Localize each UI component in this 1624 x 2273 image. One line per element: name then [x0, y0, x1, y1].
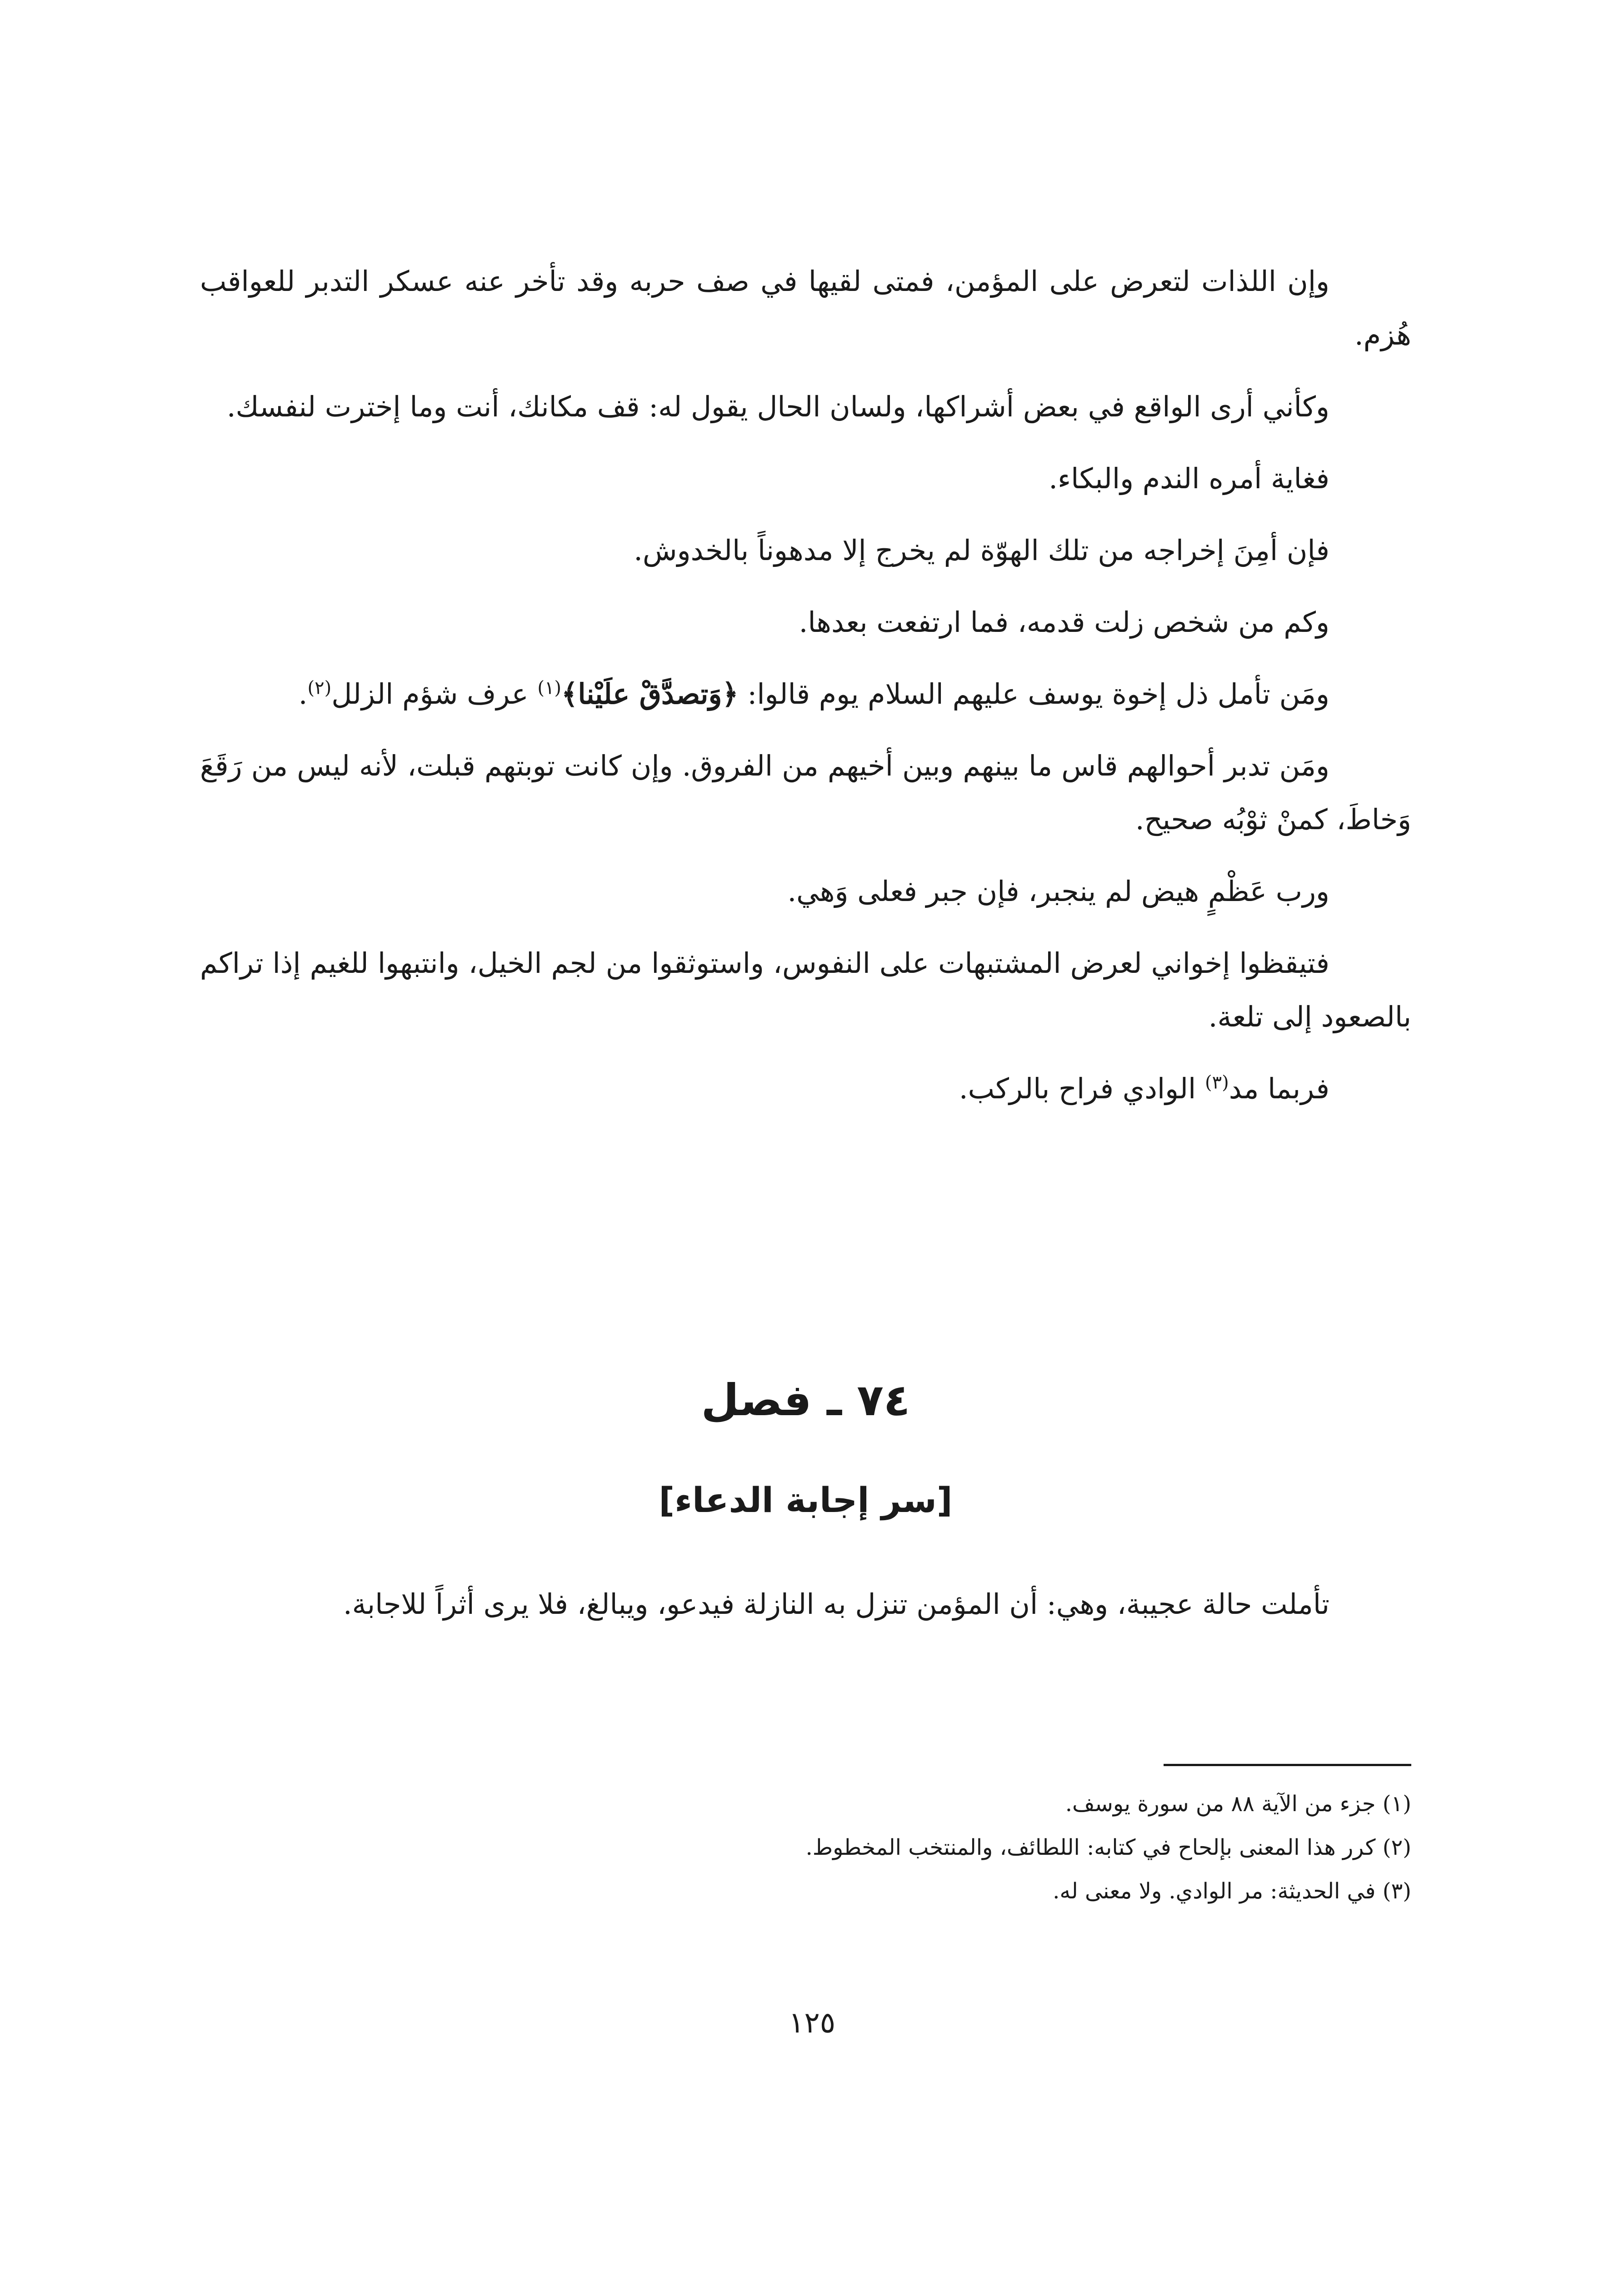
paragraph-9-text: فتيقظوا إخواني لعرض المشتبهات على النفوس، واستوثقوا من لجم الخيل، وانتبهوا للغيم إذا تراكم بالصعود إلى تلعة. — [200, 946, 1411, 1033]
paragraph-1 — [200, 255, 1411, 362]
paragraph-9 — [200, 936, 1411, 1044]
paragraph-11 — [200, 1577, 1411, 1631]
paragraph-3-text: فغاية أمره الندم والبكاء. — [1049, 462, 1329, 495]
paragraph-10-text: فربما مد — [1229, 1072, 1329, 1105]
footnote-ref-2: (٢) — [307, 677, 332, 699]
paragraph-8 — [200, 865, 1411, 918]
paragraph-1-text: وإن اللذات لتعرض على المؤمن، فمتى لقيها في صف حربه وقد تأخر عنه عسكر التدبر للعواقب هُزم. — [200, 265, 1411, 351]
paragraph-6-text: ومَن تأمل ذل إخوة يوسف عليهم السلام يوم قالوا: — [738, 677, 1329, 711]
paragraph-7-text: ومَن تدبر أحوالهم قاس ما بينهم وبين أخيهم من الفروق. وإن كانت توبتهم قبلت، لأنه ليس من رَقَعَ وَخاطَ، كمنْ ثوْبُه صحيح. — [200, 749, 1411, 836]
paragraph-11-text: تأملت حالة عجيبة، وهي: أن المؤمن تنزل به النازلة فيدعو، ويبالغ، فلا يرى أثراً للاجابة. — [343, 1587, 1329, 1621]
footnote-ref-1: (١) — [537, 677, 562, 699]
footnote-1: (١) جزء من الآية ٨٨ من سورة يوسف. — [1065, 1791, 1411, 1817]
paragraph-5 — [200, 596, 1411, 649]
paragraph-10 — [200, 1062, 1411, 1116]
chapter-text — [200, 1577, 1411, 1649]
paragraph-2 — [200, 380, 1411, 434]
page-number: ١٢٥ — [788, 2006, 836, 2040]
footnote-divider — [1164, 1764, 1411, 1766]
footnotes — [200, 1782, 1411, 1913]
paragraph-8-text: ورب عَظْمٍ هيض لم ينجبر، فإن جبر فعلى وَهي. — [787, 875, 1329, 908]
paragraph-5-text: وكم من شخص زلت قدمه، فما ارتفعت بعدها. — [799, 606, 1329, 639]
paragraph-4 — [200, 524, 1411, 577]
section-subtitle: [سر إجابة الدعاء] — [659, 1480, 953, 1520]
quran-quote: ﴿وَتصدَّقْ علَيْنا﴾ — [561, 677, 739, 711]
paragraph-3 — [200, 452, 1411, 506]
paragraph-6-middle: عرف شؤم الزلل — [331, 677, 538, 711]
paragraph-6 — [200, 667, 1411, 721]
paragraph-4-text: فإن أمِنَ إخراجه من تلك الهوّة لم يخرج إلا مدهوناً بالخدوش. — [634, 534, 1329, 567]
paragraph-2-text: وكأني أرى الواقع في بعض أشراكها، ولسان الحال يقول له: قف مكانك، أنت وما إخترت لنفسك. — [226, 390, 1329, 423]
main-text — [200, 255, 1411, 1134]
footnote-2: (٢) كرر هذا المعنى بإلحاح في كتابه: اللطائف، والمنتخب المخطوط. — [805, 1835, 1411, 1860]
paragraph-7 — [200, 739, 1411, 846]
chapter-heading: ٧٤ ـ فصل — [701, 1375, 910, 1426]
footnote-3: (٣) في الحديثة: مر الوادي. ولا معنى له. — [1053, 1878, 1411, 1904]
footnote-ref-3: (٣) — [1204, 1072, 1229, 1093]
paragraph-10-end: الوادي فراح بالركب. — [959, 1072, 1205, 1105]
paragraph-6-end: . — [298, 677, 308, 711]
